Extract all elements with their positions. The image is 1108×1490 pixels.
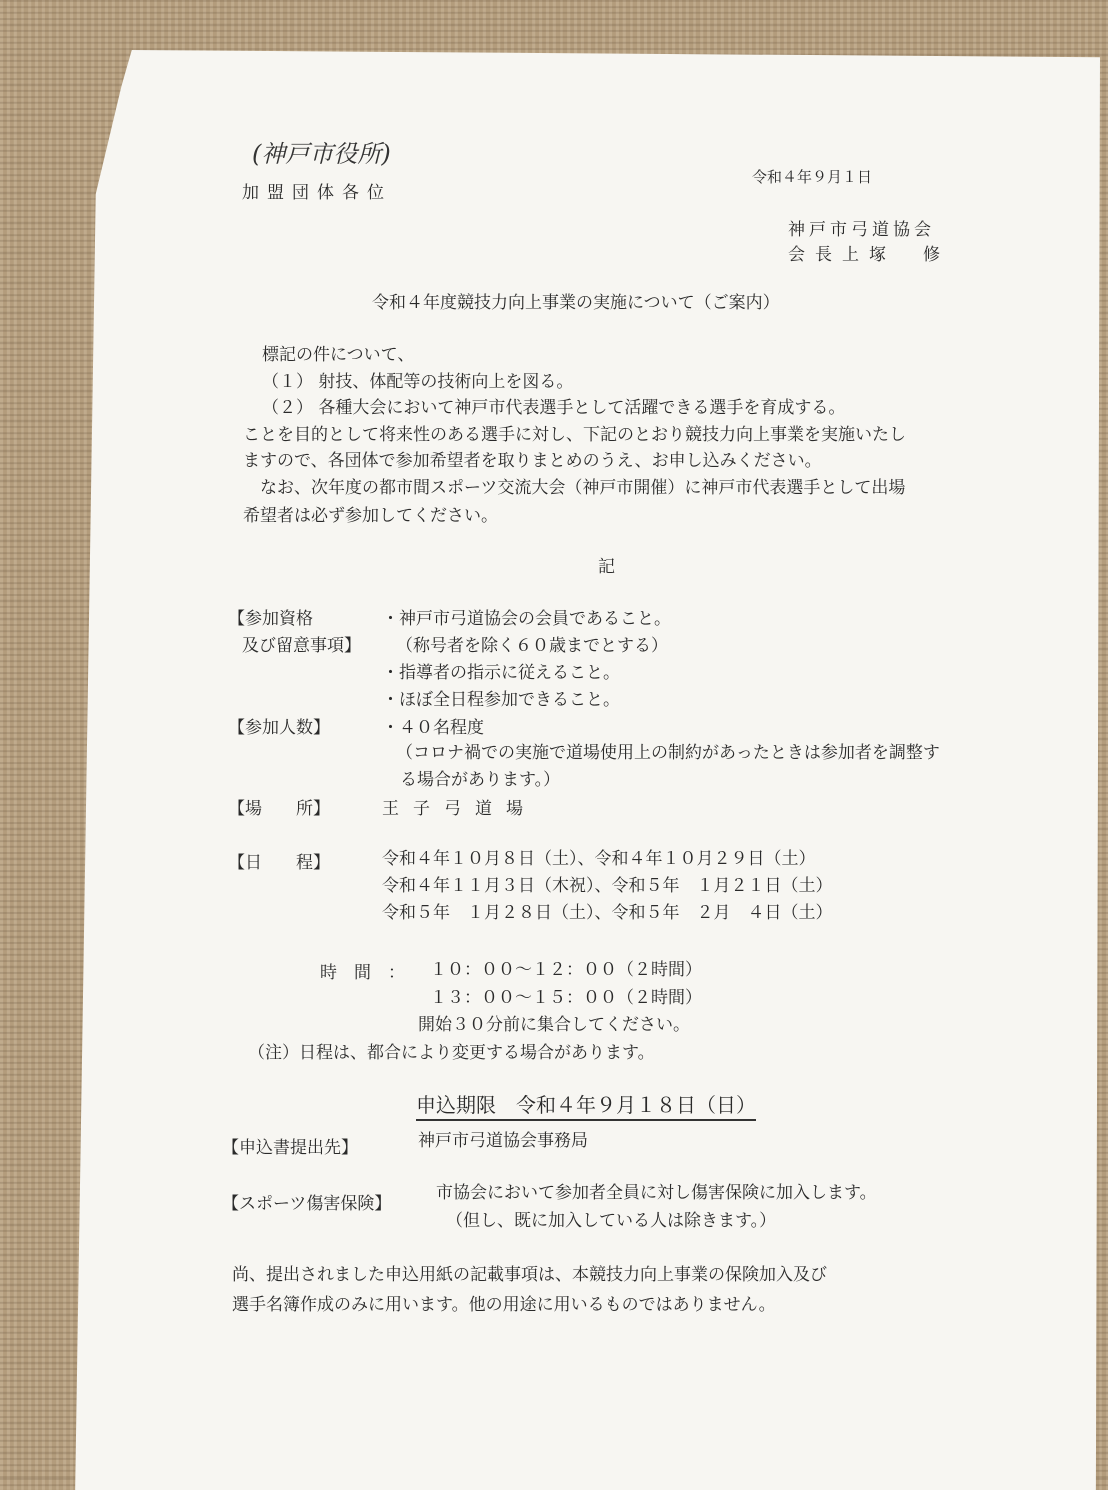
recipient: 加盟団体各位 [242, 183, 392, 203]
submit-label: 【申込書提出先】 [222, 1138, 358, 1158]
application-deadline: 申込期限 令和４年９月１８日（日） [416, 1093, 756, 1121]
time-label: 時 間 ： [320, 963, 405, 983]
intro-line: 希望者は必ず参加してください。 [243, 506, 498, 526]
venue-value: 王子弓道場 [382, 799, 537, 819]
schedule-line: 令和４年１０月８日（土）、令和４年１０月２９日（土） [382, 849, 816, 869]
intro-line: 標記の件について、 [262, 345, 415, 365]
footer-line: 選手名簿作成のみに用います。他の用途に用いるものではありません。 [232, 1295, 776, 1315]
insurance-label: 【スポーツ傷害保険】 [222, 1194, 392, 1214]
participants-label: 【参加人数】 [228, 718, 330, 738]
qualification-item: ・指導者の指示に従えること。 [382, 663, 620, 683]
time-line: １０：００～１２：００（２時間） [430, 960, 702, 980]
participants-item: る場合があります。） [400, 770, 561, 790]
schedule-line: 令和５年 １月２８日（土）、令和５年 ２月 ４日（土） [382, 903, 833, 923]
ki-heading: 記 [598, 557, 615, 577]
schedule-label: 【日 程】 [228, 853, 330, 873]
intro-line: ことを目的として将来性のある選手に対し、下記のとおり競技力向上事業を実施いたし [243, 425, 906, 445]
qualification-item: ・神戸市弓道協会の会員であること。 [382, 609, 671, 629]
time-note: 開始３０分前に集合してください。 [418, 1015, 690, 1035]
time-line: １３：００～１５：００（２時間） [430, 988, 702, 1008]
intro-line: ますので、各団体で参加希望者を取りまとめのうえ、お申し込みください。 [243, 451, 822, 471]
participants-item: ・４０名程度 [382, 718, 484, 738]
qualification-item: （称号者を除く６０歳までとする） [396, 636, 668, 656]
schedule-note: （注）日程は、都合により変更する場合があります。 [248, 1043, 655, 1063]
insurance-line: 市協会において参加者全員に対し傷害保険に加入します。 [436, 1183, 877, 1203]
sender-org: 神戸市弓道協会 [788, 220, 935, 240]
handwritten-note: (神戸市役所) [252, 140, 391, 168]
intro-line: なお、次年度の都市間スポーツ交流大会（神戸市開催）に神戸市代表選手として出場 [243, 478, 906, 498]
document-title: 令和４年度競技力向上事業の実施について（ご案内） [372, 293, 780, 313]
participants-item: （コロナ禍での実施で道場使用上の制約があったときは参加者を調整す [396, 743, 940, 763]
qualification-item: ・ほぼ全日程参加できること。 [382, 690, 620, 710]
footer-line: 尚、提出されました申込用紙の記載事項は、本競技力向上事業の保険加入及び [232, 1265, 827, 1285]
intro-line: （２） 各種大会において神戸市代表選手として活躍できる選手を育成する。 [262, 398, 846, 418]
insurance-line: （但し、既に加入している人は除きます。） [446, 1211, 777, 1231]
venue-label: 【場 所】 [228, 799, 330, 819]
qualification-label: 及び留意事項】 [242, 636, 361, 656]
qualification-label: 【参加資格 [228, 609, 313, 629]
schedule-line: 令和４年１１月３日（木祝）、令和５年 １月２１日（土） [382, 876, 833, 896]
submit-value: 神戸市弓道協会事務局 [418, 1131, 588, 1151]
sender-name: 会長上塚 修 [788, 245, 950, 265]
date: 令和４年９月１日 [752, 168, 873, 186]
intro-line: （１） 射技、体配等の技術向上を図る。 [262, 372, 574, 392]
